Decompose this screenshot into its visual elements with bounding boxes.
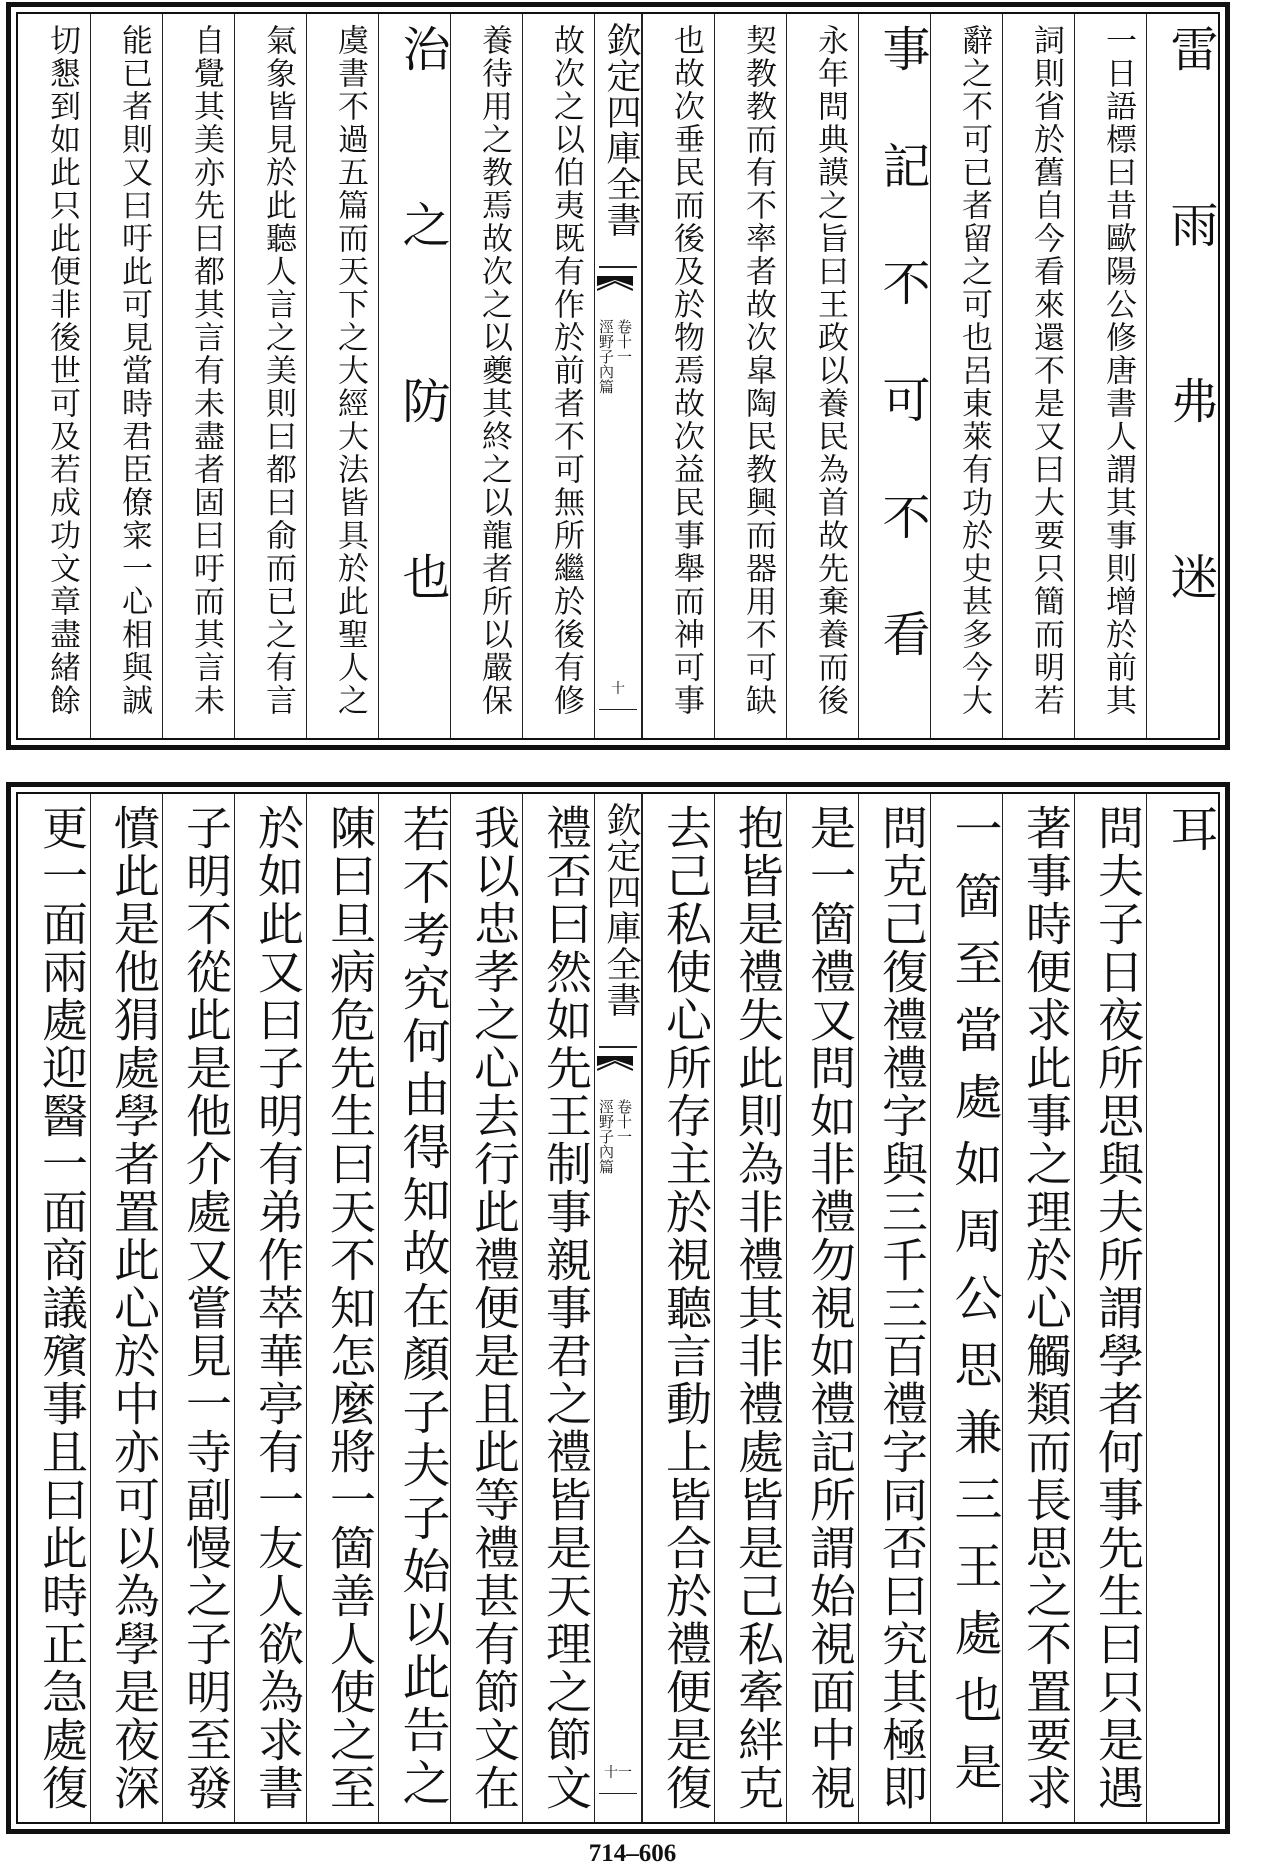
column-text: 能已者則又曰吁此可見當時君臣僚寀一心相與誠 xyxy=(116,24,152,717)
fish-tail-mark-icon xyxy=(597,276,633,304)
book-title: 涇野子內篇 xyxy=(597,1099,615,1174)
column-text: 是一箇禮又問如非禮勿視如禮記所謂始視面中視 xyxy=(803,804,857,1812)
text-column xyxy=(234,794,306,1822)
text-column xyxy=(786,14,858,738)
text-column xyxy=(930,794,1002,1822)
column-text: 永年問典謨之旨曰王政以養民為首故先棄養而後 xyxy=(812,24,848,717)
text-column xyxy=(1002,14,1074,738)
volume-label: 卷十一 xyxy=(615,319,633,364)
text-column xyxy=(162,794,234,1822)
column-text: 養待用之教焉故次之以夔其終之以龍者所以嚴保 xyxy=(476,24,512,717)
text-column xyxy=(1146,14,1218,738)
library-title: 欽定四庫全書 xyxy=(601,802,641,1018)
leaf-number: 十一 xyxy=(604,1765,632,1781)
text-frame-bottom xyxy=(16,792,1220,1824)
column-text: 去己私使心所存主於視聽言動上皆合於禮便是復 xyxy=(659,804,713,1812)
column-text: 著事時便求此事之理於心觸類而長思之不置要求 xyxy=(1019,804,1073,1812)
text-column xyxy=(1002,794,1074,1822)
column-text: 自覺其美亦先曰都其言有未盡者固曰吁而其言未 xyxy=(188,24,224,717)
volume-label: 卷十一 xyxy=(615,1099,633,1144)
column-text: 若不考究何由得知故在顏子夫子始以此告之 xyxy=(394,804,450,1811)
text-column xyxy=(1074,14,1146,738)
column-text: 契教教而有不率者故次皐陶民教興而器用不可缺 xyxy=(740,24,776,717)
text-column xyxy=(378,14,450,738)
text-column xyxy=(450,794,522,1822)
text-column xyxy=(642,14,714,738)
text-frame-top xyxy=(16,12,1220,740)
column-text: 抱皆是禮失此則為非禮其非禮處皆是己私牽絆克 xyxy=(731,804,785,1812)
column-text: 我以忠孝之心去行此禮便是且此等禮甚有節文在 xyxy=(467,804,521,1812)
text-column xyxy=(1074,794,1146,1822)
column-text: 問夫子日夜所思與夫所謂學者何事先生曰只是遇 xyxy=(1091,804,1145,1812)
library-title: 欽定四庫全書 xyxy=(601,22,641,238)
column-text: 也故次垂民而後及於物焉故次益民事舉而神可事 xyxy=(668,24,704,717)
text-column xyxy=(234,14,306,738)
text-column xyxy=(642,794,714,1822)
divider xyxy=(599,709,637,711)
divider xyxy=(599,1046,637,1048)
text-column xyxy=(306,794,378,1822)
column-text: 憤此是他狷處學者置此心於中亦可以為學是夜深 xyxy=(107,804,161,1812)
divider xyxy=(599,266,637,268)
text-column xyxy=(714,794,786,1822)
text-column xyxy=(18,14,90,738)
column-text: 一箇至當處如周公思兼三王處也是 xyxy=(946,804,1002,1809)
column-text: 禮否曰然如先王制事親事君之禮皆是天理之節文 xyxy=(539,804,593,1812)
text-column xyxy=(522,14,594,738)
column-text: 事記不可不看 xyxy=(874,24,930,726)
column-text: 子明不從此是他介處又嘗見一寺副慢之子明至發 xyxy=(179,804,233,1812)
divider xyxy=(599,1793,637,1795)
text-column xyxy=(714,14,786,738)
column-text: 故次之以伯夷既有作於前者不可無所繼於後有修 xyxy=(548,24,584,717)
column-text: 一日語標曰昔歐陽公修唐書人謂其事則增於前其 xyxy=(1100,24,1136,717)
text-column xyxy=(90,14,162,738)
text-column xyxy=(306,14,378,738)
column-text: 治之防也 xyxy=(394,24,450,728)
column-text: 耳 xyxy=(1162,804,1218,1812)
text-column xyxy=(858,14,930,738)
column-text: 陳曰旦病危先生曰天不知怎麼將一箇善人使之至 xyxy=(323,804,377,1812)
column-text: 辭之不可已者留之可也呂東萊有功於史甚多今大 xyxy=(956,24,992,717)
text-column xyxy=(1146,794,1218,1822)
column-text: 虞書不過五篇而天下之大經大法皆具於此聖人之 xyxy=(332,24,368,717)
text-column xyxy=(378,794,450,1822)
fold-center-column xyxy=(594,794,642,1822)
fold-center-column xyxy=(594,14,642,738)
text-column xyxy=(786,794,858,1822)
text-column xyxy=(522,794,594,1822)
column-text: 更一面兩處迎醫一面商議殯事且曰此時正急處復 xyxy=(35,804,89,1812)
column-text: 雷雨弗迷 xyxy=(1162,24,1218,728)
book-title: 涇野子內篇 xyxy=(597,319,615,394)
column-text: 切懇到如此只此便非後世可及若成功文章盡緒餘 xyxy=(44,24,80,717)
page-top xyxy=(6,2,1230,750)
page-bottom xyxy=(6,782,1230,1834)
column-text: 詞則省於舊自今看來還不是又曰大要只簡而明若 xyxy=(1028,24,1064,717)
text-column xyxy=(858,794,930,1822)
text-column xyxy=(930,14,1002,738)
column-text: 氣象皆見於此聽人言之美則曰都曰俞而已之有言 xyxy=(260,24,296,717)
text-column xyxy=(450,14,522,738)
leaf-number: 十 xyxy=(611,681,625,697)
fish-tail-mark-icon xyxy=(597,1056,633,1084)
text-column xyxy=(90,794,162,1822)
column-text: 問克己復禮禮字與三千三百禮字同否曰究其極即 xyxy=(875,804,929,1812)
text-column xyxy=(162,14,234,738)
text-column xyxy=(18,794,90,1822)
column-text: 於如此又曰子明有弟作萃華亭有一友人欲為求書 xyxy=(251,804,305,1812)
page-footer-number: 714–606 xyxy=(588,1840,677,1867)
